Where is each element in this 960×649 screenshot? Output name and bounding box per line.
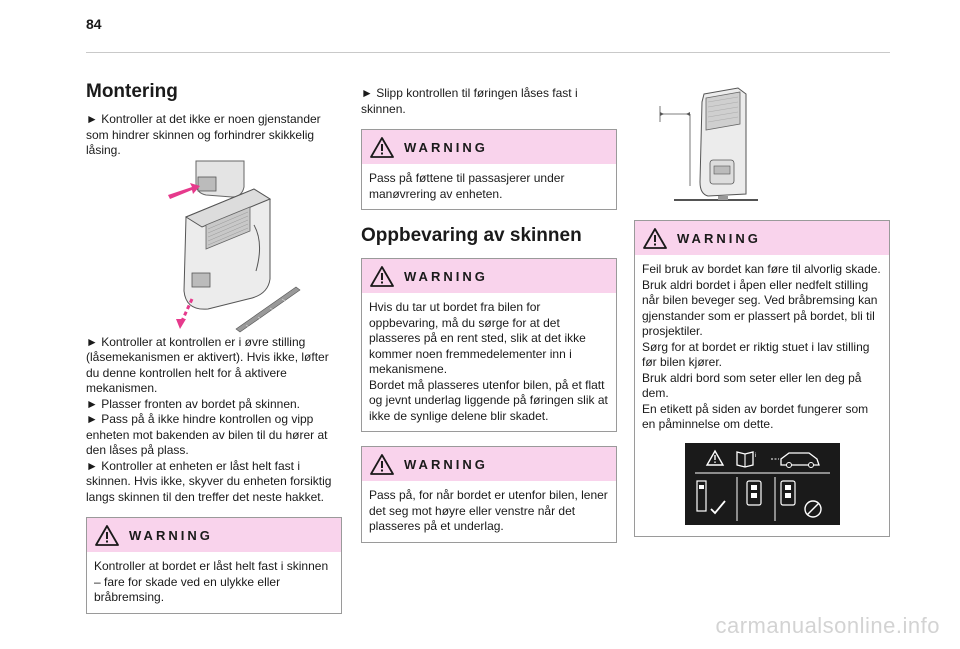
intro-text: ► Kontroller at det ikke er noen gjenstander som hindrer skinnen og forhindrer skikkelig låsing. xyxy=(86,112,321,157)
warning-line: Feil bruk av bordet kan føre til alvorlig skade. xyxy=(642,262,881,276)
warning-header xyxy=(362,447,616,481)
warning-body xyxy=(362,481,616,542)
warning-title: WARNING xyxy=(677,230,761,246)
warning-title: WARNING xyxy=(404,456,488,472)
svg-text:i: i xyxy=(754,452,756,459)
step-text: ► Pass på å ikke hindre kontrollen og vipp enheten mot bakenden av bilen til du hører at den låses på plass. xyxy=(86,412,328,457)
section-heading-oppbevaring: Oppbevaring av skinnen xyxy=(361,225,582,246)
watermark: carmanualsonline.info xyxy=(715,613,940,638)
tilted-table-illustration xyxy=(634,86,890,208)
warning-header xyxy=(87,518,341,552)
column-warnings xyxy=(634,86,890,537)
warning-line: Pass på, for når bordet er utenfor bilen, lener det seg mot høyre eller venstre når det plasseres på et underlag. xyxy=(369,488,608,533)
warning-triangle-icon xyxy=(370,454,394,475)
top-rule xyxy=(86,52,890,53)
warning-line: Bordet må plasseres utenfor bilen, på et flatt og jevnt underlag liggende på føringen slik at ikke de synlige delene blir skadet. xyxy=(369,377,608,423)
warning-triangle-icon xyxy=(643,228,667,249)
warning-line: Hvis du tar ut bordet fra bilen for oppbevaring, må du sørge for at det plasseres på en rent sted, slik at det ikke kommer noen fremmedelementer inn i mekanismene. xyxy=(369,300,586,376)
warning-box xyxy=(361,446,617,543)
warning-line: Pass på føttene til passasjerer under manøvrering av enheten. xyxy=(369,171,565,201)
step-text: ► Plasser fronten av bordet på skinnen. xyxy=(86,396,300,411)
warning-box xyxy=(361,129,617,210)
warning-box xyxy=(634,220,890,537)
warning-box xyxy=(86,517,342,614)
column-montering xyxy=(86,80,342,614)
warning-line: Sørg for at bordet er riktig stuet i lav stilling før bilen kjører. xyxy=(642,339,870,369)
warning-body xyxy=(362,293,616,431)
warning-title: WARNING xyxy=(129,527,213,543)
step-text: ► Slipp kontrollen til føringen låses fast i skinnen. xyxy=(361,86,578,116)
warning-header xyxy=(362,130,616,164)
step-text: ► Kontroller at kontrollen er i øvre stilling (låsemekanismen er aktivert). Hvis ikke, løfter du denne kontrollen helt for å aktivere mekanismen. xyxy=(86,334,329,395)
warning-triangle-icon xyxy=(95,525,119,546)
page-number: 84 xyxy=(86,16,102,32)
step-text: ► Kontroller at enheten er låst helt fast i skinnen. Hvis ikke, skyver du enheten forsiktig langs skinnen til den treffer det neste hakket. xyxy=(86,458,332,504)
warning-body xyxy=(362,164,616,209)
column-oppbevaring xyxy=(361,86,617,543)
mounting-illustration xyxy=(86,159,342,335)
warning-triangle-icon xyxy=(370,137,394,158)
warning-header xyxy=(362,259,616,293)
warning-line: En etikett på siden av bordet fungerer som en påminnelse om dette. xyxy=(642,401,869,431)
warning-title: WARNING xyxy=(404,268,488,284)
warning-line: Bruk aldri bord som seter eller len deg på dem. xyxy=(642,370,862,400)
warning-header xyxy=(635,221,889,255)
warning-title: WARNING xyxy=(404,139,488,155)
warning-box xyxy=(361,258,617,432)
warning-line: Kontroller at bordet er låst helt fast i skinnen – fare for skade ved en ulykke eller bråbremsing. xyxy=(94,559,329,604)
warning-line: Bruk aldri bordet i åpen eller nedfelt stilling når bilen beveger seg. Ved bråbremsing kan gjenstander som er plassert på bordet, bli til prosjektiler. xyxy=(642,277,878,338)
section-heading-montering: Montering xyxy=(86,81,178,102)
warning-triangle-icon xyxy=(370,266,394,287)
warning-body xyxy=(87,552,341,613)
warning-label-illustration xyxy=(685,443,840,525)
warning-body xyxy=(635,255,889,536)
